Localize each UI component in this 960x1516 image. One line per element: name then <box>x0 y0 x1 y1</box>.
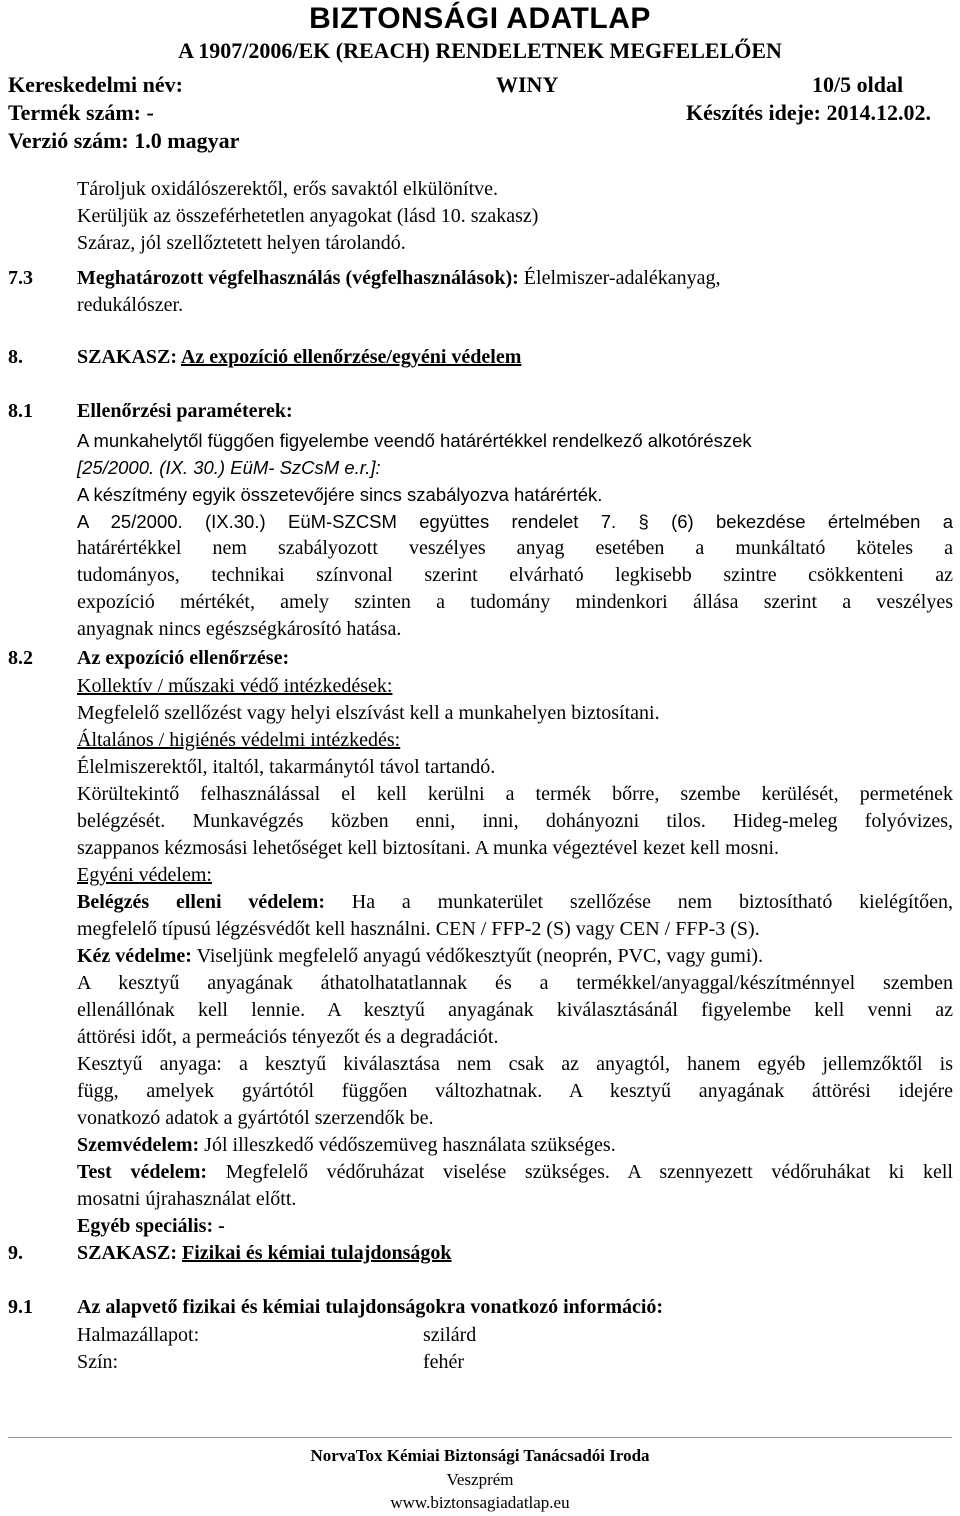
footer-organization: NorvaTox Kémiai Biztonsági Tanácsadói Iroda <box>310 1446 650 1465</box>
section-8-1-regulation: [25/2000. (IX. 30.) EüM- SzCsM e.r.]: <box>77 457 381 478</box>
section-9-number: 9. <box>8 1242 23 1264</box>
eye-protection-label: Szemvédelem: <box>77 1134 200 1156</box>
hygiene-heading: Általános / higiénés védelmi intézkedés: <box>77 729 401 751</box>
body-protection-text: Megfelelő védőruházat viselése szükséges. A szennyezett védőruhákat ki kell <box>207 1161 953 1183</box>
section-9-heading <box>77 1240 452 1267</box>
section-7-3-line <box>77 265 721 292</box>
glove-para-3: áttörési időt, a permeációs tényezőt és a degradációt. <box>77 1026 499 1048</box>
page-number: 10/5 oldal <box>812 72 904 97</box>
hygiene-para-1: Körültekintő felhasználással el kell kerülni a termék bőrre, szembe kerülését, permetének <box>77 783 953 805</box>
hand-protection-line <box>77 943 763 970</box>
respiratory-protection-text: Ha a munkaterület szellőzése nem biztosítható kielégítően, <box>324 891 954 913</box>
hygiene-para-2: belégzését. Munkavégzés közben enni, inni, dohányozni tilos. Hideg-meleg folyóvizes, <box>77 810 953 832</box>
other-special: Egyéb speciális: - <box>77 1215 225 1237</box>
section-7-3-text-2: redukálószer. <box>77 294 184 316</box>
section-8-2-number: 8.2 <box>8 647 33 669</box>
section-8-prefix: SZAKASZ: <box>77 346 181 368</box>
storage-line-3: Száraz, jól szellőztetett helyen tárolandó. <box>77 232 406 254</box>
section-8-1-para-3: tudományos, technikai színvonal szerint elvárható legkisebb szintre csökkenteni az <box>77 564 953 586</box>
footer-website: www.biztonsagiadatlap.eu <box>390 1493 570 1512</box>
section-8-title: Az expozíció ellenőrzése/egyéni védelem <box>180 346 522 368</box>
property-value-state: szilárd <box>423 1324 477 1346</box>
section-9-title: Fizikai és kémiai tulajdonságok <box>182 1242 452 1264</box>
trade-name-label: Kereskedelmi név: <box>8 72 183 97</box>
section-8-1-number: 8.1 <box>8 400 33 422</box>
collective-measures-heading: Kollektív / műszaki védő intézkedések: <box>77 675 393 697</box>
section-8-1-para-1: A 25/2000. (IX.30.) EüM-SZCSM együttes rendelet 7. § (6) bekezdése értelmében a <box>77 511 953 532</box>
body-protection-label: Test védelem: <box>77 1161 208 1183</box>
storage-line-1: Tároljuk oxidálószerektől, erős savaktól elkülönítve. <box>77 178 498 200</box>
section-8-1-para-2: határértékkel nem szabályozott veszélyes anyag esetében a munkáltató köteles a <box>77 537 953 559</box>
glove-material-para-3: vonatkozó adatok a gyártótól szerzendők be. <box>77 1107 434 1129</box>
hand-protection-text: Viseljünk megfelelő anyagú védőkesztyűt (neoprén, PVC, vagy gumi). <box>191 945 764 967</box>
body-protection-line <box>77 1159 953 1186</box>
creation-date: Készítés ideje: 2014.12.02. <box>686 100 931 125</box>
glove-para-1: A kesztyű anyagának áthatolhatatlannak és a termékkel/anyaggal/készítménnyel szemben <box>77 972 953 994</box>
section-8-2-title: Az expozíció ellenőrzése: <box>77 647 290 669</box>
section-8-1-para-4: expozíció mértékét, amely szinten a tudomány mindenkori állása szerint a veszélyes <box>77 591 953 613</box>
document-subtitle: A 1907/2006/EK (REACH) RENDELETNEK MEGFELELŐEN <box>178 38 782 63</box>
glove-para-2: ellenállónak kell lennie. A kesztyű anyagának kiválasztásánál figyelembe kell venni az <box>77 999 953 1021</box>
section-8-1-para-5: anyagnak nincs egészségkárosító hatása. <box>77 618 402 640</box>
respiratory-protection-line <box>77 889 953 916</box>
section-8-1-title: Ellenőrzési paraméterek: <box>77 400 293 422</box>
eye-protection-text: Jól illeszkedő védőszemüveg használata szükséges. <box>199 1134 616 1156</box>
document-title: BIZTONSÁGI ADATLAP <box>309 2 651 35</box>
section-8-number: 8. <box>8 346 23 368</box>
product-number: Termék szám: - <box>8 100 154 125</box>
section-8-1-line-1: A munkahelytől függően figyelembe veendő határértékkel rendelkező alkotórészek <box>77 430 752 451</box>
property-value-color: fehér <box>423 1351 465 1373</box>
section-7-3-number: 7.3 <box>8 267 33 289</box>
respiratory-protection-text-2: megfelelő típusú légzésvédőt kell használni. CEN / FFP-2 (S) vagy CEN / FFP-3 (S). <box>77 918 760 940</box>
storage-line-2: Kerüljük az összeférhetetlen anyagokat (lásd 10. szakasz) <box>77 205 539 227</box>
glove-material-para-1: Kesztyű anyaga: a kesztyű kiválasztása nem csak az anyagtól, hanem egyéb jellemzőktől is <box>77 1053 953 1075</box>
section-8-1-line-3: A készítmény egyik összetevőjére sincs szabályozva határérték. <box>77 484 603 505</box>
version-number: Verzió szám: 1.0 magyar <box>8 128 240 153</box>
property-label-color: Szín: <box>77 1351 119 1373</box>
footer-divider <box>8 1437 952 1438</box>
hygiene-para-3: szappanos kézmosási lehetőséget kell biztosítani. A munka végeztével kezet kell mosni. <box>77 837 780 859</box>
respiratory-protection-label: Belégzés elleni védelem: <box>77 891 325 913</box>
section-7-3-text: Élelmiszer-adalékanyag, <box>518 267 721 289</box>
eye-protection-line <box>77 1132 616 1159</box>
property-label-state: Halmazállapot: <box>77 1324 200 1346</box>
section-9-prefix: SZAKASZ: <box>77 1242 183 1264</box>
hand-protection-label: Kéz védelme: <box>77 945 192 967</box>
trade-name: WINY <box>496 72 559 97</box>
section-9-1-title: Az alapvető fizikai és kémiai tulajdonságokra vonatkozó információ: <box>77 1296 664 1318</box>
collective-measures-text: Megfelelő szellőzést vagy helyi elszívást kell a munkahelyen biztosítani. <box>77 702 660 724</box>
glove-material-para-2: függ, amelyek gyártótól függően változhatnak. A kesztyű anyagának áttörési idejére <box>77 1080 953 1102</box>
personal-protection-heading: Egyéni védelem: <box>77 864 212 886</box>
body-protection-text-2: mosatni újrahasználat előtt. <box>77 1188 297 1210</box>
section-8-heading <box>77 344 521 371</box>
hygiene-text: Élelmiszerektől, italtól, takarmánytól távol tartandó. <box>77 756 496 778</box>
section-9-1-number: 9.1 <box>8 1296 33 1318</box>
section-7-3-title: Meghatározott végfelhasználás (végfelhasználások): <box>77 267 519 289</box>
footer-city: Veszprém <box>446 1470 514 1489</box>
